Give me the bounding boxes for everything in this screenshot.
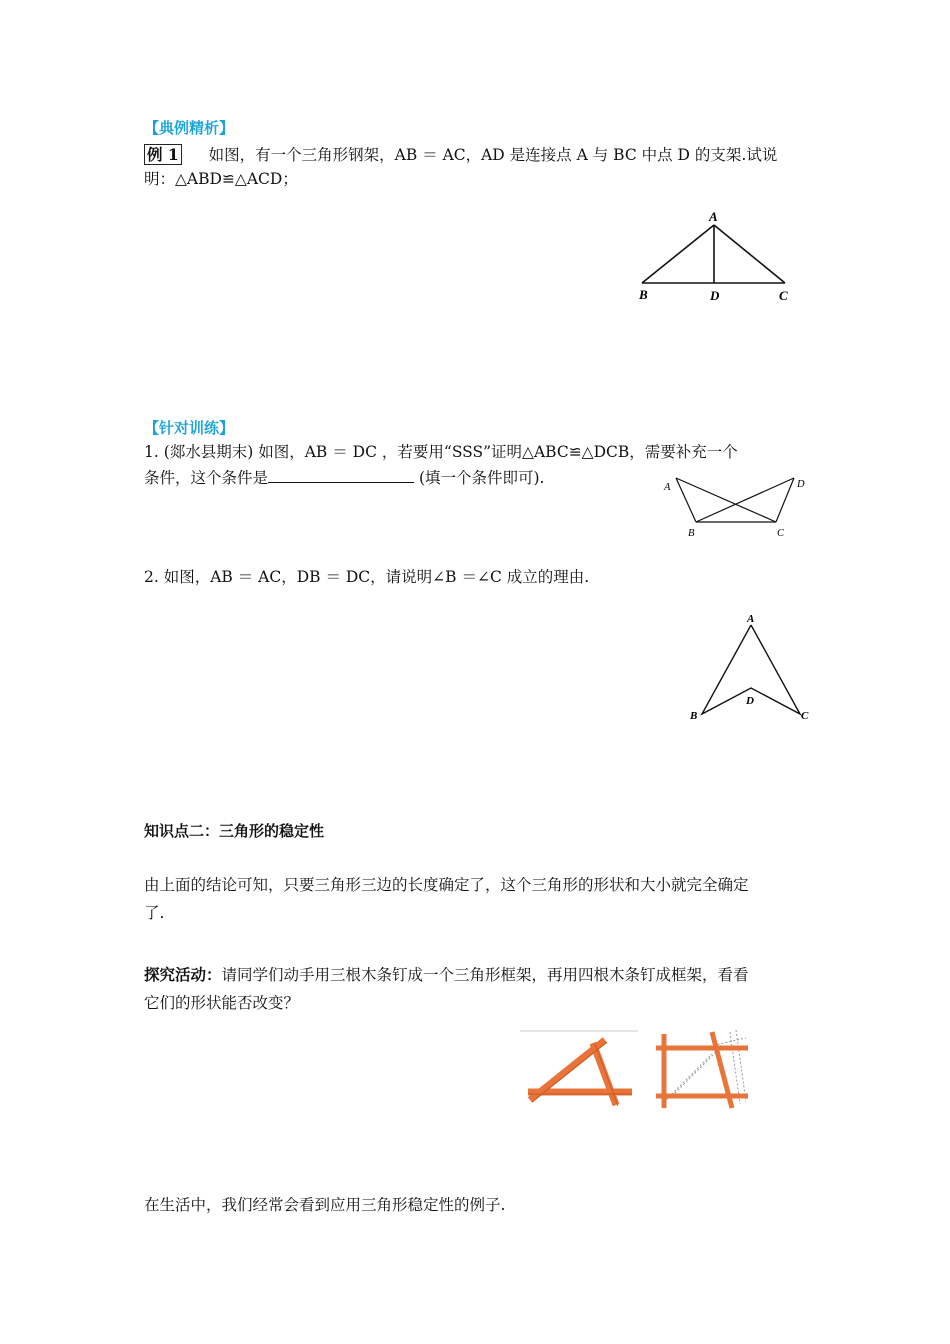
label-c: C	[779, 288, 788, 303]
closing-text: 在生活中，我们经常会看到应用三角形稳定性的例子.	[144, 1196, 506, 1214]
wood-stick-right	[593, 1043, 616, 1105]
q2-figure	[685, 608, 815, 726]
label-b: B	[639, 287, 648, 302]
segment-ab	[676, 478, 696, 522]
segment-ac	[714, 225, 785, 283]
q1-answer-blank[interactable]	[268, 468, 414, 483]
example1-label: 例 1	[144, 144, 182, 165]
q2-text-line1: 2. 如图，AB ＝ AC，DB ＝ DC，请说明∠B ＝∠C 成立的理由.	[144, 568, 590, 586]
label-d: D	[710, 288, 720, 303]
activity-text-line1: 请同学们动手用三根木条钉成一个三角形框架，再用四根木条钉成框架，看看	[221, 966, 749, 984]
knowledge2-para-line2: 了.	[144, 904, 165, 922]
q1-text-line2-pre: 条件，这个条件是	[144, 469, 269, 487]
activity-text-line2: 它们的形状能否改变？	[144, 994, 300, 1012]
example1-figure	[630, 205, 800, 310]
section-heading-practice: 【针对训练】	[144, 419, 235, 437]
q1-text-line1: 1. (郯水县期末) 如图，AB ＝ DC ，若要用“SSS”证明△ABC≌△DCB，需要补充一个	[144, 443, 738, 461]
label-b: B	[690, 710, 698, 722]
wood-quadrilateral-image	[652, 1028, 756, 1110]
label-d: D	[746, 695, 754, 707]
knowledge2-title: 知识点二：三角形的稳定性	[144, 822, 325, 840]
wood-triangle-image	[520, 1030, 638, 1110]
label-c: C	[777, 528, 785, 539]
example1-text-line1: 如图，有一个三角形钢架，AB ＝ AC，AD 是连接点 A 与 BC 中点 D 的支架.试说	[208, 146, 778, 164]
example1-text-line2: 明：△ABD≌△ACD；	[144, 170, 298, 188]
q1-figure	[660, 470, 815, 542]
label-c: C	[801, 710, 809, 722]
label-a: A	[747, 613, 755, 625]
activity-label: 探究活动：	[144, 965, 222, 984]
label-d: D	[797, 479, 805, 490]
activity-line1	[144, 964, 749, 986]
q1-text-line2-post: (填一个条件即可).	[414, 469, 545, 487]
segment-ac	[676, 478, 776, 522]
label-b: B	[688, 528, 695, 539]
segment-ab	[642, 225, 714, 283]
label-a: A	[664, 482, 671, 493]
q1-line2	[144, 467, 544, 489]
label-a: A	[709, 209, 718, 224]
section-heading-example: 【典例精析】	[144, 119, 235, 137]
knowledge2-para-line1: 由上面的结论可知，只要三角形三边的长度确定了，这个三角形的形状和大小就完全确定	[144, 876, 749, 894]
example1-line1	[144, 144, 777, 166]
